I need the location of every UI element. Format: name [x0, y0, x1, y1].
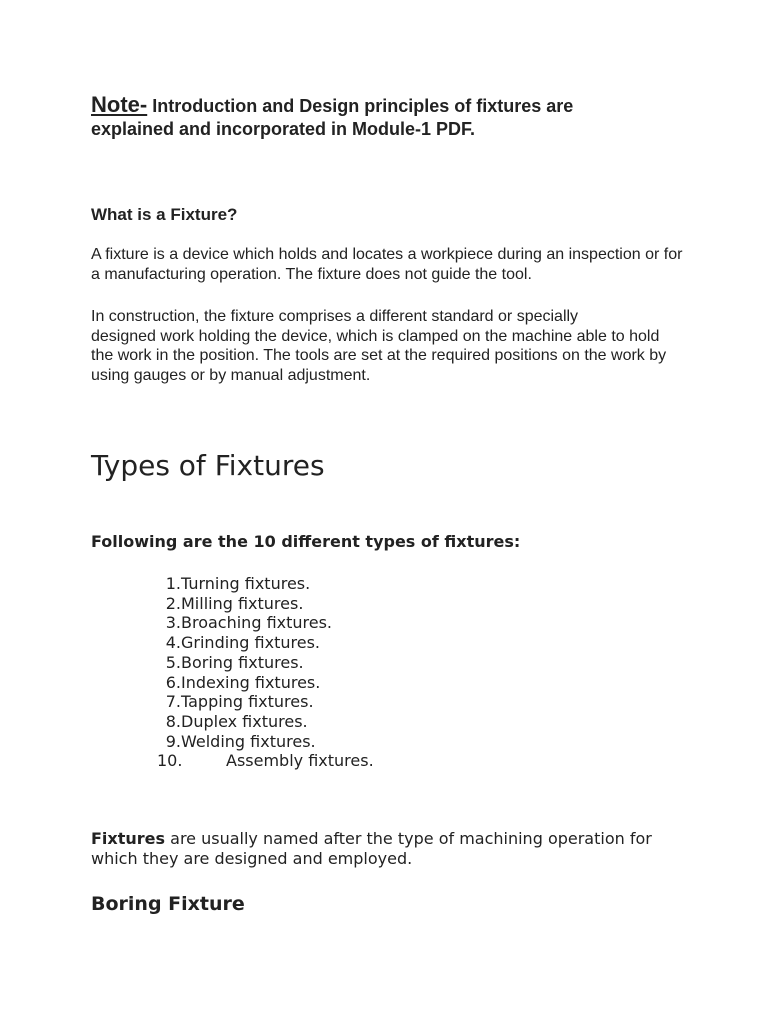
list-number: 3. [165, 613, 181, 633]
fixture-types-list [157, 574, 374, 771]
construction-line-1: In construction, the fixture comprises a different standard or specially [91, 308, 579, 325]
list-label: Milling fixtures. [181, 593, 304, 613]
list-number: 1. [165, 574, 181, 593]
fixture-construction-paragraph [91, 307, 686, 385]
fixture-definition-paragraph: A fixture is a device which holds and locates a workpiece during an inspection or for a manufacturing operation. The fixture does not guide the tool. [91, 246, 683, 283]
list-item [157, 732, 374, 752]
note-paragraph [91, 93, 651, 141]
list-number: 5. [165, 652, 181, 672]
construction-rest: designed work holding the device, which is clamped on the machine able to hold the work in the position. The tools are set at the required positions on the work by using gauges or by manual adjustment. [91, 327, 667, 384]
list-number: 6. [165, 672, 181, 692]
list-label: Broaching fixtures. [181, 613, 333, 633]
list-item [157, 712, 374, 732]
list-item [157, 633, 374, 653]
list-number: 8. [165, 711, 181, 731]
heading-boring-fixture: Boring Fixture [91, 893, 245, 915]
list-label: Boring fixtures. [181, 652, 304, 672]
list-item [157, 653, 374, 673]
list-item [157, 613, 374, 633]
list-number: 9. [165, 731, 181, 751]
list-item [157, 751, 374, 771]
list-label: Indexing fixtures. [181, 672, 321, 692]
list-number: 4. [165, 633, 181, 653]
note-text: Introduction and Design principles of fixtures are explained and incorporated in Module-1 PDF. [91, 96, 574, 139]
list-label: Turning fixtures. [181, 574, 311, 593]
list-number: 10. [157, 751, 183, 771]
list-label: Grinding fixtures. [181, 633, 320, 653]
fixtures-bold-word: Fixtures [91, 829, 166, 848]
types-intro: Following are the 10 different types of fixtures: [91, 532, 521, 551]
list-item [157, 574, 374, 594]
list-label: Duplex fixtures. [181, 711, 308, 731]
heading-types-of-fixtures: Types of Fixtures [91, 449, 325, 482]
list-label: Tapping fixtures. [181, 692, 314, 712]
list-label: Welding fixtures. [181, 731, 316, 751]
list-item [157, 594, 374, 614]
list-item [157, 692, 374, 712]
heading-what-is-fixture: What is a Fixture? [91, 205, 238, 224]
list-label: Assembly fixtures. [226, 751, 374, 771]
list-number: 7. [165, 692, 181, 712]
fixtures-naming-paragraph [91, 829, 691, 869]
list-number: 2. [165, 593, 181, 613]
list-item [157, 673, 374, 693]
note-label: Note- [91, 92, 148, 117]
fixtures-naming-text: are usually named after the type of machining operation for which they are designed and employed. [91, 829, 652, 868]
